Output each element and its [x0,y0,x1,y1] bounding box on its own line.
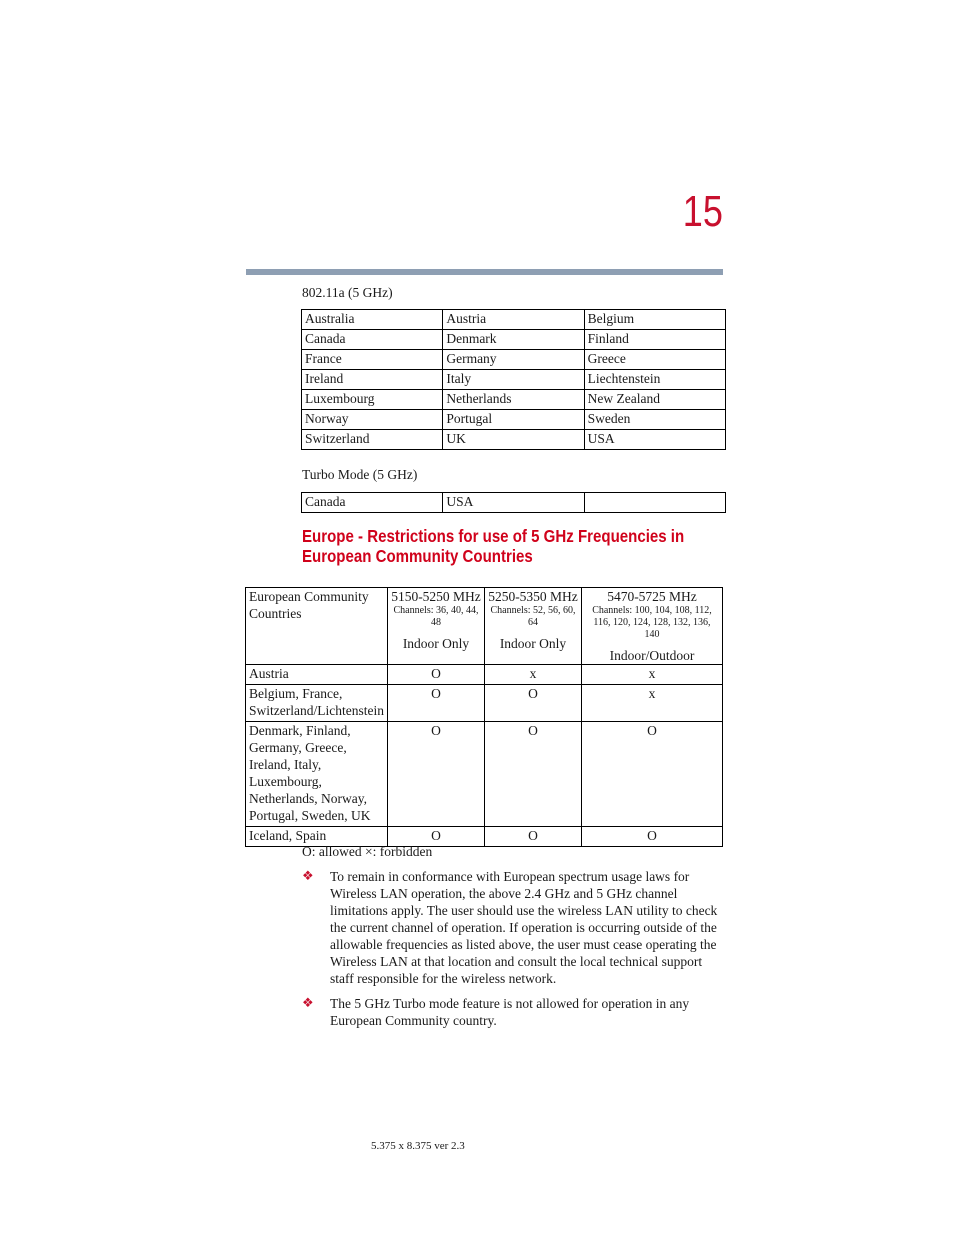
table-row [302,310,726,330]
diamond-bullet-icon: ❖ [302,869,314,884]
eu-value-cell: O [388,722,485,827]
diamond-bullet-icon: ❖ [302,996,314,1011]
bullet-list [302,868,724,1037]
table-cell: Finland [584,330,725,350]
table-cell: Italy [443,370,584,390]
eu-country-cell: Belgium, France, Switzerland/Lichtenstein [246,685,388,722]
eu-value-cell: O [388,827,485,847]
eu-header-band-2 [485,588,582,665]
table-row [246,685,723,722]
channels-label: Channels: 52, 56, 60, 64 [490,605,576,628]
country-table-turbo [301,492,726,513]
usage-label: Indoor Only [499,636,567,651]
eu-value-cell: O [582,722,723,827]
section-label-80211a: 802.11a (5 GHz) [302,285,393,300]
section-label-turbo: Turbo Mode (5 GHz) [302,467,418,482]
eu-value-cell: x [582,685,723,722]
table-cell: Ireland [302,370,443,390]
table-row [246,722,723,827]
eu-value-cell: O [388,685,485,722]
table-cell: Denmark [443,330,584,350]
table-cell: UK [443,430,584,450]
table-cell: USA [443,493,584,513]
table-cell: Norway [302,410,443,430]
table-cell [584,493,725,513]
bullet-text: The 5 GHz Turbo mode feature is not allowed for operation in any European Community country. [330,996,690,1028]
list-item [302,868,724,987]
table-cell: USA [584,430,725,450]
table-cell: Netherlands [443,390,584,410]
eu-country-cell: Iceland, Spain [246,827,388,847]
table-cell: Germany [443,350,584,370]
eu-header-countries: European Community Countries [246,588,388,665]
channels-label: Channels: 36, 40, 44, 48 [393,605,479,628]
usage-label: Indoor Only [402,636,470,651]
table-cell: Portugal [443,410,584,430]
eu-value-cell: O [485,722,582,827]
table-row [302,370,726,390]
eu-restrictions-table [245,587,723,847]
band-label: 5470-5725 MHz [607,589,697,604]
list-item [302,995,724,1029]
table-cell: Austria [443,310,584,330]
table-cell: Switzerland [302,430,443,450]
eu-value-cell: O [485,827,582,847]
table-row [302,390,726,410]
page-number: 15 [682,187,723,236]
table-row [246,665,723,685]
eu-value-cell: O [388,665,485,685]
table-cell: Canada [302,330,443,350]
eu-table-header-row [246,588,723,665]
eu-value-cell: x [582,665,723,685]
table-cell: Luxembourg [302,390,443,410]
eu-header-band-1 [388,588,485,665]
eu-country-cell: Denmark, Finland, Germany, Greece, Ireland, Italy, Luxembourg, Netherlands, Norway, Portugal, Sweden, UK [246,722,388,827]
table-row [302,350,726,370]
eu-country-cell: Austria [246,665,388,685]
table-cell: Belgium [584,310,725,330]
country-table-80211a [301,309,726,450]
table-legend: O: allowed ×: forbidden [302,844,433,859]
header-rule [246,269,723,275]
heading-line-1: Europe - Restrictions for use of 5 GHz Frequencies in [302,526,685,546]
eu-value-cell: O [582,827,723,847]
table-cell: Sweden [584,410,725,430]
band-label: 5250-5350 MHz [488,589,578,604]
table-cell: Australia [302,310,443,330]
heading-line-2: European Community Countries [302,546,533,566]
eu-value-cell: O [485,685,582,722]
table-row [302,493,726,513]
eu-value-cell: x [485,665,582,685]
table-cell: Liechtenstein [584,370,725,390]
table-cell: France [302,350,443,370]
bullet-text: To remain in conformance with European spectrum usage laws for Wireless LAN operation, the above 2.4 GHz and 5 GHz channel limitations apply. The user should use the wireless LAN utility to check the current channel of operation. If operation is occurring outside of the allowable frequencies as listed above, the user must cease operating the Wireless LAN at that location and consult the local technical support staff responsible for the wireless network. [330,869,718,986]
channels-label: Channels: 100, 104, 108, 112, 116, 120, 124, 128, 132, 136, 140 [592,605,712,640]
table-cell: Canada [302,493,443,513]
table-row [302,330,726,350]
usage-label: Indoor/Outdoor [609,648,695,663]
table-cell: New Zealand [584,390,725,410]
eu-header-band-3 [582,588,723,665]
section-heading [302,526,715,566]
table-row [302,410,726,430]
table-row [302,430,726,450]
page-footer: 5.375 x 8.375 ver 2.3 [371,1140,465,1152]
band-label: 5150-5250 MHz [391,589,481,604]
table-cell: Greece [584,350,725,370]
